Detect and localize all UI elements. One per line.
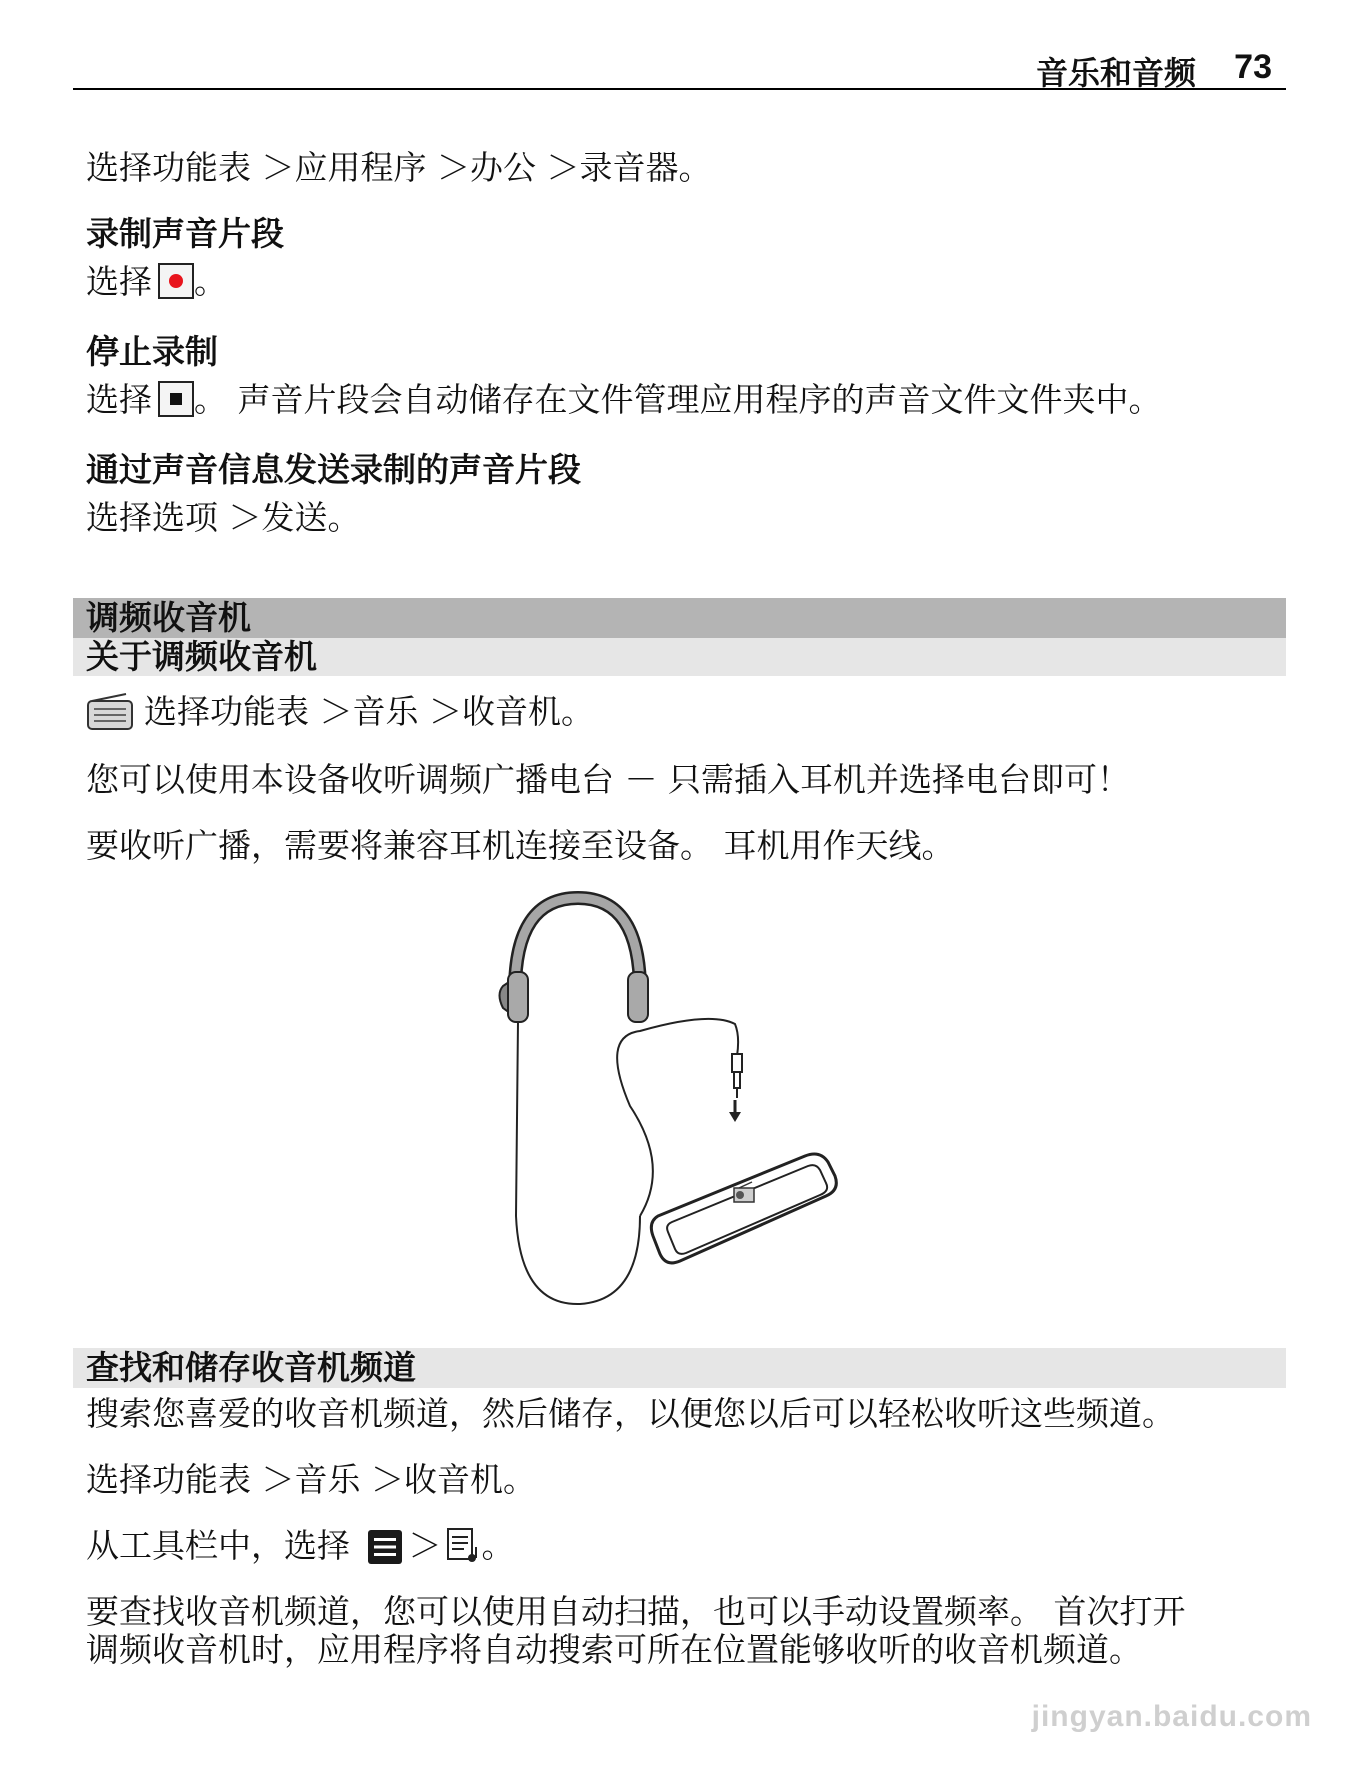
send-instruction: 选择选项 ＞发送。 [86, 498, 361, 537]
record-instruction [86, 262, 227, 302]
radio-icon [86, 693, 134, 731]
record-end: 。 [194, 262, 227, 301]
record-icon [158, 263, 194, 299]
find-toolbar-instruction [86, 1526, 515, 1566]
intro-path: 选择功能表 ＞应用程序 ＞办公 ＞录音器。 [86, 148, 712, 187]
header-title: 音乐和音频 [1035, 54, 1196, 92]
record-heading: 录制声音片段 [86, 214, 284, 253]
toolbar-separator: ＞ [408, 1526, 442, 1565]
stop-heading: 停止录制 [86, 332, 218, 371]
running-header [73, 40, 1286, 90]
section-bar-fm-radio [73, 598, 1286, 638]
watermark: jingyan.baidu.com [1031, 1700, 1312, 1733]
menu-icon [367, 1529, 403, 1565]
fm-path-text: 选择功能表 ＞音乐 ＞收音机。 [144, 692, 594, 731]
record-select-label: 选择 [86, 262, 152, 301]
find-para4-line2: 调频收音机时，应用程序将自动搜索可所在位置能够收听的收音机频道。 [86, 1630, 1142, 1669]
fm-path [86, 692, 594, 732]
list-icon [446, 1527, 482, 1565]
stop-select-label: 选择 [86, 380, 152, 419]
section-title: 调频收音机 [86, 598, 251, 637]
subsection-bar-find [73, 1348, 1286, 1388]
subsection-bar-about [73, 638, 1286, 676]
fm-para2: 要收听广播，需要将兼容耳机连接至设备。 耳机用作天线。 [86, 826, 955, 865]
find-para4-line1: 要查找收音机频道，您可以使用自动扫描，也可以手动设置频率。 首次打开 [86, 1592, 1186, 1631]
headphones-phone-illustration [490, 886, 880, 1306]
stop-icon [158, 381, 194, 417]
stop-text: 。 声音片段会自动储存在文件管理应用程序的声音文件文件夹中。 [194, 380, 1162, 419]
find-para2: 选择功能表 ＞音乐 ＞收音机。 [86, 1460, 536, 1499]
fm-para1: 您可以使用本设备收听调频广播电台 － 只需插入耳机并选择电台即可！ [86, 760, 1130, 799]
subsection-title: 关于调频收音机 [86, 637, 317, 676]
stop-instruction [86, 380, 1162, 420]
toolbar-prefix: 从工具栏中，选择 [86, 1526, 350, 1565]
toolbar-end: 。 [481, 1526, 515, 1565]
page-number: 73 [1234, 48, 1272, 86]
find-para1: 搜索您喜爱的收音机频道，然后储存，以便您以后可以轻松收听这些频道。 [86, 1394, 1175, 1433]
send-heading: 通过声音信息发送录制的声音片段 [86, 450, 581, 489]
find-heading: 查找和储存收音机频道 [86, 1348, 416, 1387]
